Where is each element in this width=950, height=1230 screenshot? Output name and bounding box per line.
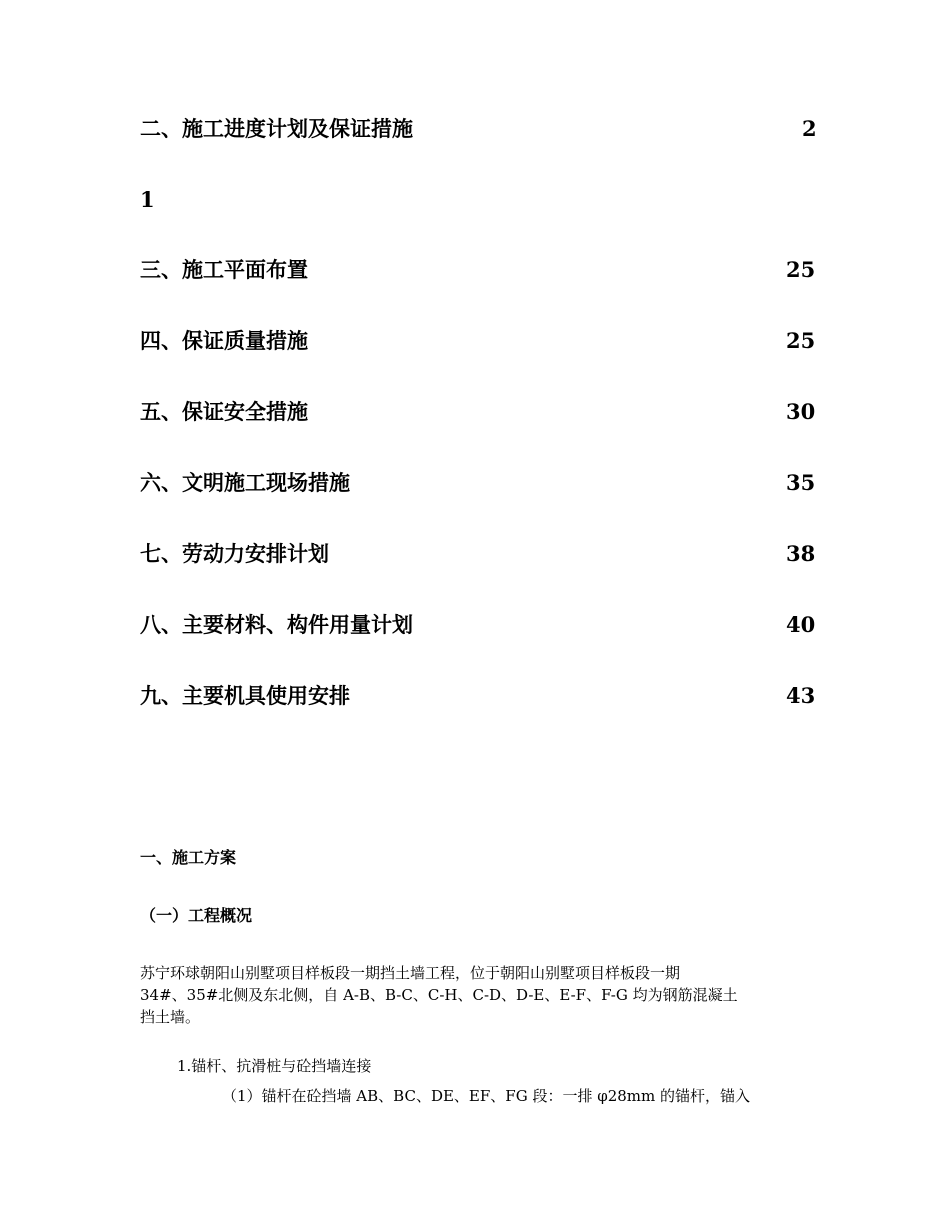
toc-entry-page: 38 xyxy=(786,541,816,566)
toc-entry-page: 25 xyxy=(786,328,816,353)
toc-entry-page: 25 xyxy=(786,257,816,282)
toc-entry-page: 35 xyxy=(786,470,816,495)
toc-entry-title: 八、主要材料、构件用量计划 xyxy=(140,612,413,637)
toc-entry-page: 40 xyxy=(786,612,816,637)
toc-entry-page-continuation: 1 xyxy=(140,187,155,212)
toc-entry-page: 2 xyxy=(802,116,817,141)
toc-entry-title: 七、劳动力安排计划 xyxy=(140,541,329,566)
toc-entry-title: 九、主要机具使用安排 xyxy=(140,683,350,708)
item-subheading: （1）锚杆在砼挡墙 AB、BC、DE、EF、FG 段：一排 φ28mm 的锚杆，锚入 xyxy=(222,1087,751,1105)
toc-entry-title: 二、施工进度计划及保证措施 xyxy=(140,116,413,141)
toc-entry-page: 43 xyxy=(786,683,816,708)
section-title: 一、施工方案 xyxy=(140,848,237,867)
subsection-title: （一）工程概况 xyxy=(140,906,253,925)
paragraph-line: 34#、35#北侧及东北侧，自 A-B、B-C、C-H、C-D、D-E、E-F、F-G 均为钢筋混凝土 xyxy=(140,986,738,1004)
toc-entry-title: 五、保证安全措施 xyxy=(140,399,308,424)
item-heading: 1.锚杆、抗滑桩与砼挡墙连接 xyxy=(177,1057,372,1075)
toc-entry-title: 三、施工平面布置 xyxy=(140,257,308,282)
paragraph-line: 苏宁环球朝阳山别墅项目样板段一期挡土墙工程，位于朝阳山别墅项目样板段一期 xyxy=(140,964,681,982)
paragraph-line: 挡土墙。 xyxy=(140,1008,201,1026)
toc-entry-page: 30 xyxy=(786,399,816,424)
toc-entry-title: 六、文明施工现场措施 xyxy=(140,470,350,495)
toc-entry-title: 四、保证质量措施 xyxy=(140,328,308,353)
